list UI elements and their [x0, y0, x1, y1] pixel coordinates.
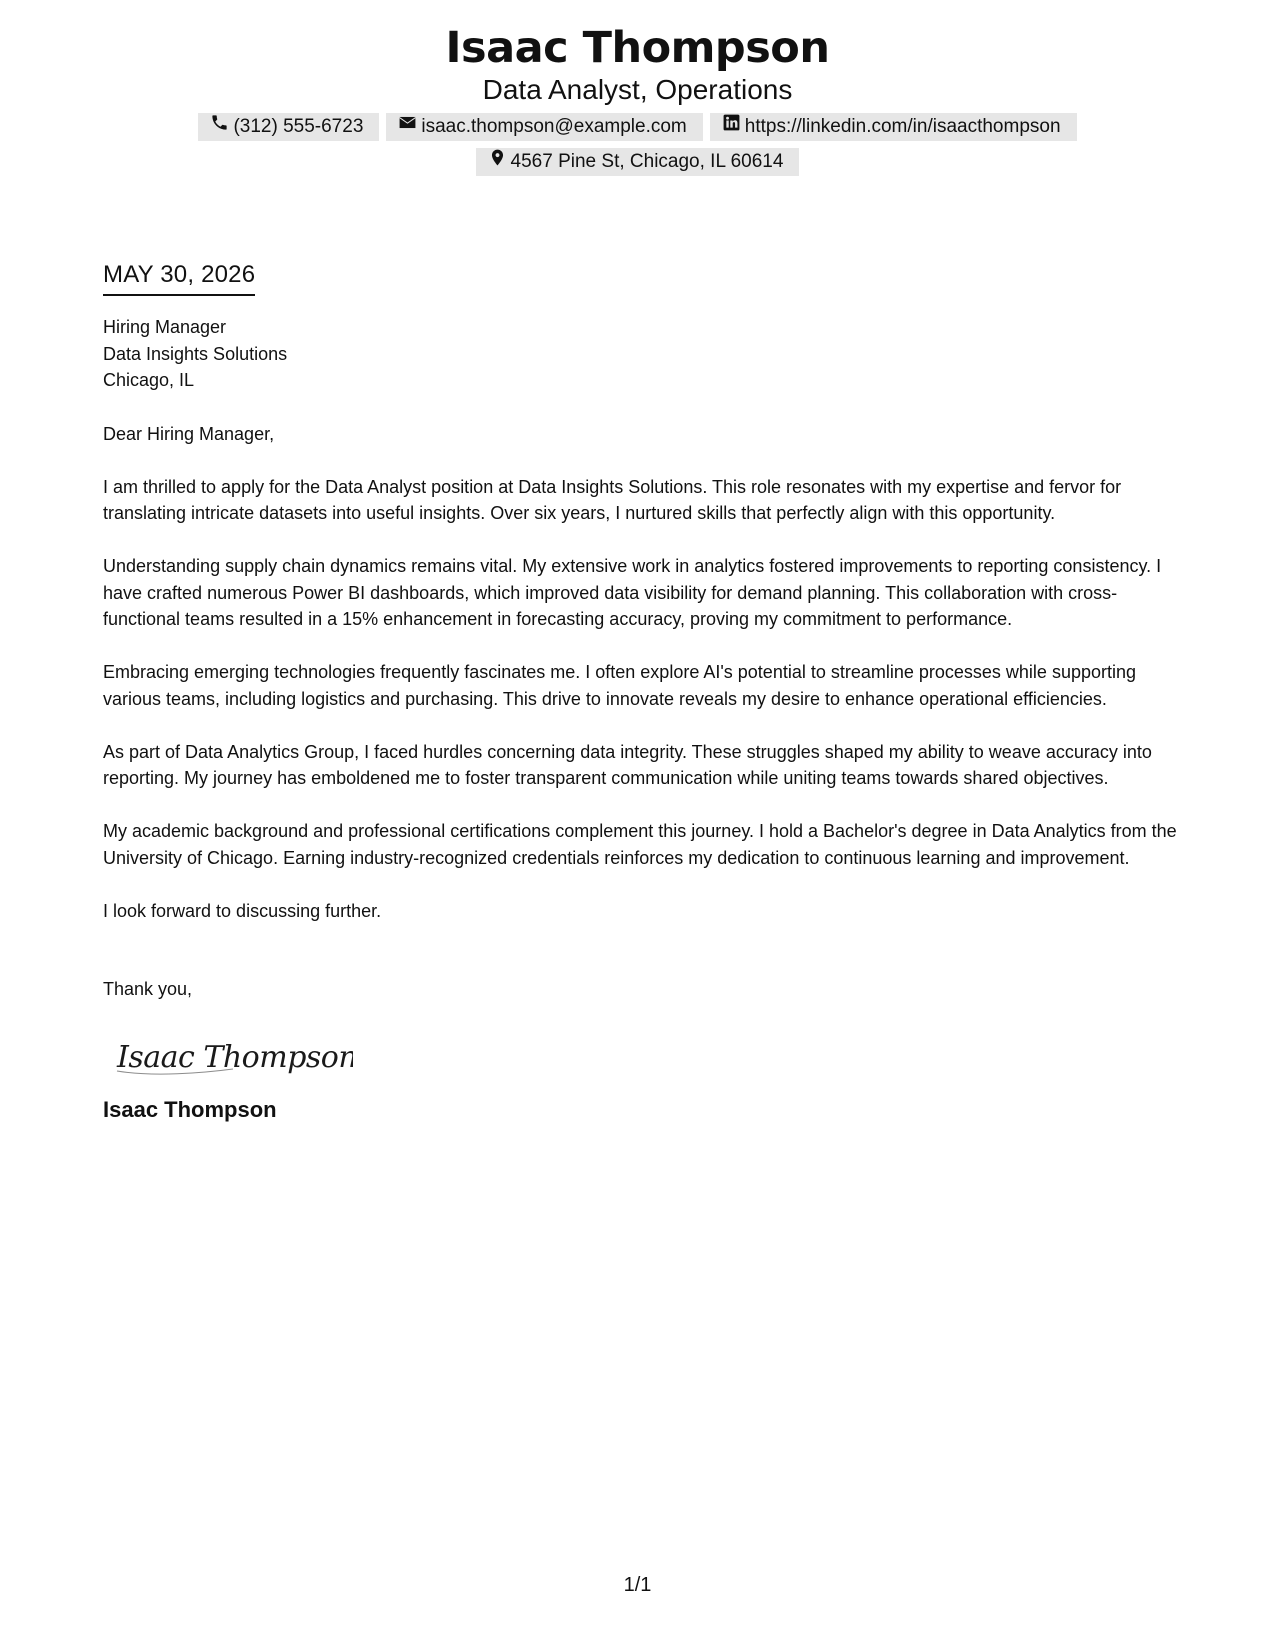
contact-linkedin[interactable]	[710, 113, 1077, 141]
applicant-name: Isaac Thompson	[445, 23, 830, 73]
page-indicator: 1/1	[623, 1574, 652, 1596]
contact-phone[interactable]	[198, 113, 379, 141]
address-text: 4567 Pine St, Chicago, IL 60614	[510, 151, 784, 172]
contact-row	[0, 113, 1275, 141]
paragraph-supply-chain: Understanding supply chain dynamics remains vital. My extensive work in analytics fostered improvements to reporting consistency. I have crafted numerous Power BI dashboards, which improved data visibility for demand planning. This collaboration with cross-functional teams resulted in a 15% enhancement in forecasting accuracy, proving my commitment to performance.	[103, 556, 1162, 629]
map-pin-icon	[488, 148, 507, 176]
recipient-location: Chicago, IL	[103, 370, 195, 390]
phone-icon	[210, 113, 229, 141]
contact-row-address	[0, 148, 1275, 176]
recipient-title: Hiring Manager	[103, 317, 227, 337]
linkedin-icon	[722, 113, 741, 141]
recipient-block	[103, 314, 1183, 394]
recipient-company: Data Insights Solutions	[103, 343, 288, 364]
paragraph-intro: I am thrilled to apply for the Data Analyst position at Data Insights Solutions. This role resonates with my expertise and fervor for translating intricate datasets into useful insights. Over six years, I nurtured skills that perfectly align with this opportunity.	[103, 476, 1122, 523]
handwritten-signature	[113, 1033, 353, 1081]
closing: Thank you,	[103, 979, 193, 999]
applicant-role: Data Analyst, Operations	[482, 74, 793, 105]
paragraph-closing-remark: I look forward to discussing further.	[103, 900, 382, 921]
contact-address[interactable]	[476, 148, 800, 176]
paragraph-technology: Embracing emerging technologies frequently fascinates me. I often explore AI's potential to streamline processes while supporting various teams, including logistics and purchasing. This drive to innovate reveals my desire to enhance operational efficiencies.	[103, 662, 1136, 709]
letter-header	[0, 22, 1275, 176]
phone-text: (312) 555-6723	[233, 116, 364, 137]
svg-text:Isaac Thompson: Isaac Thompson	[117, 1039, 353, 1075]
paragraph-data-integrity: As part of Data Analytics Group, I faced hurdles concerning data integrity. These struggles shaped my ability to weave accuracy into reporting. My journey has emboldened me to foster transparent communication while uniting teams towards shared objectives.	[103, 741, 1152, 788]
envelope-icon	[398, 113, 417, 141]
signer-name: Isaac Thompson	[103, 1096, 277, 1122]
contact-email[interactable]	[386, 113, 702, 141]
letter-body	[103, 258, 1183, 1125]
letter-date: MAY 30, 2026	[103, 258, 255, 296]
email-text: isaac.thompson@example.com	[421, 116, 687, 137]
greeting: Dear Hiring Manager,	[103, 423, 275, 444]
linkedin-text: https://linkedin.com/in/isaacthompson	[744, 116, 1061, 137]
paragraph-education: My academic background and professional certifications complement this journey. I hold a Bachelor's degree in Data Analytics from the University of Chicago. Earning industry-recognized credentials reinforces my dedication to continuous learning and improvement.	[103, 821, 1177, 868]
